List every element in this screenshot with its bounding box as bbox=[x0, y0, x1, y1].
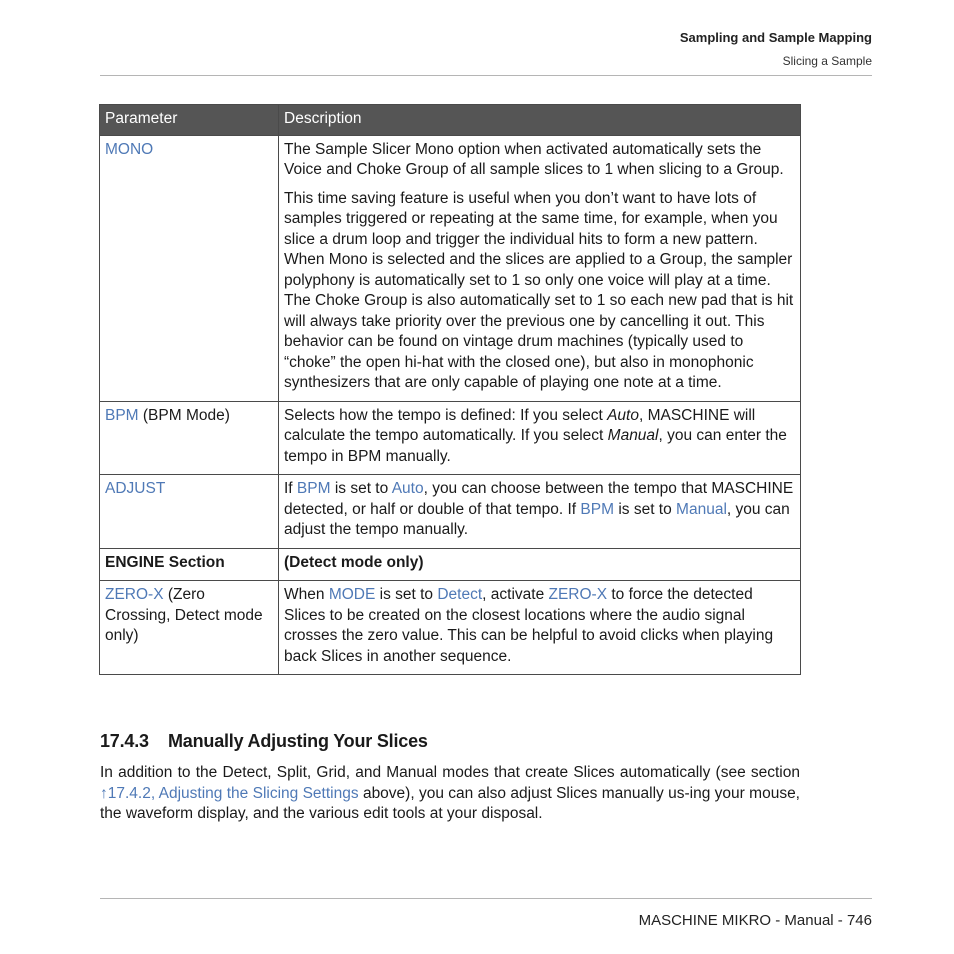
param-adjust: ADJUST bbox=[105, 480, 166, 497]
section-heading bbox=[100, 731, 428, 752]
column-header-parameter: Parameter bbox=[100, 105, 279, 136]
zero-x-kw-zero-x: ZERO-X bbox=[548, 586, 608, 603]
param-cell-zero-x bbox=[100, 581, 279, 675]
section-cross-reference-link[interactable]: ↑17.4.2, Adjusting the Slicing Settings bbox=[100, 784, 359, 802]
zero-x-kw-detect: Detect bbox=[437, 586, 483, 603]
desc-cell-bpm bbox=[279, 401, 801, 475]
param-engine-section: ENGINE Section bbox=[100, 548, 279, 581]
bpm-desc-manual: Manual bbox=[607, 427, 659, 444]
adjust-kw-manual: Manual bbox=[676, 500, 727, 518]
desc-cell-adjust bbox=[279, 475, 801, 549]
bpm-desc-text: Selects how the tempo is defined: If you select bbox=[284, 406, 608, 424]
mono-desc-paragraph-2: This time saving feature is useful when you don’t want to have lots of samples triggered or repeating at the same time, for example, when you slice a drum loop and trigger the individual hits to form a new pattern. When Mono is selected and the slices are applied to a Group, the sampler polyphony is automatically set to 1 so only one voice will play at a time. The Choke Group is also automatically set to 1 so each new pad that is hit will always take priority over the previous one by cancelling it out. This behavior can be found on vintage drum machines (typically used to “choke” the open hi-hat with the closed one), but also in monophonic synthesizers that are only capable of playing one note at a time. bbox=[284, 189, 794, 391]
adjust-kw-bpm: BPM bbox=[580, 500, 615, 518]
adjust-desc-text: , you can adjust the tempo manually. bbox=[284, 500, 790, 538]
zero-x-kw-mode: MODE bbox=[328, 586, 376, 603]
param-bpm: BPM bbox=[105, 406, 139, 424]
running-header-title: Sampling and Sample Mapping bbox=[679, 30, 872, 45]
zero-x-desc-text: to force the detected Slices to be created on the closest locations where the audio signal crosses the zero value. This can be helpful to avoid clicks when playing back Slices in another sequence. bbox=[284, 586, 774, 665]
bpm-desc-text: , MASCHINE will calculate the tempo automatically. If you select bbox=[284, 406, 756, 444]
section-number: 17.4.3 bbox=[100, 731, 149, 751]
adjust-kw-auto: Auto bbox=[391, 480, 424, 497]
mono-desc-paragraph-1: The Sample Slicer Mono option when activated automatically sets the Voice and Choke Group of all sample slices to 1 when slicing to a Group. bbox=[284, 140, 784, 178]
table-row-zero-x bbox=[100, 581, 801, 675]
bpm-desc-auto: Auto bbox=[607, 406, 639, 424]
table-row-bpm bbox=[100, 401, 801, 475]
desc-engine-section: (Detect mode only) bbox=[279, 548, 801, 581]
table-row-mono bbox=[100, 135, 801, 401]
section-title: Manually Adjusting Your Slices bbox=[168, 731, 428, 751]
zero-x-desc-text: When bbox=[284, 586, 329, 603]
footer-divider bbox=[100, 898, 872, 899]
body-paragraph bbox=[100, 763, 800, 825]
table-row-adjust bbox=[100, 475, 801, 549]
param-bpm-suffix: (BPM Mode) bbox=[138, 406, 230, 424]
adjust-desc-text: is set to bbox=[614, 500, 677, 518]
param-mono: MONO bbox=[105, 140, 154, 158]
param-cell-adjust bbox=[100, 475, 279, 549]
column-header-description: Description bbox=[279, 105, 801, 136]
zero-x-desc-text: is set to bbox=[375, 586, 438, 603]
desc-cell-zero-x bbox=[279, 581, 801, 675]
body-text: above), you can also adjust Slices manually us-ing your mouse, the waveform display, and the various edit tools at your disposal. bbox=[100, 784, 800, 822]
param-cell-mono bbox=[100, 135, 279, 401]
table-row-engine-section bbox=[100, 548, 801, 581]
running-header-subtitle: Slicing a Sample bbox=[782, 54, 872, 68]
adjust-desc-text: is set to bbox=[330, 480, 392, 497]
param-cell-bpm bbox=[100, 401, 279, 475]
body-text: In addition to the Detect, Split, Grid, and Manual modes that create Slices automatically (see section bbox=[100, 764, 800, 781]
param-zero-x-suffix: (Zero Crossing, Detect mode only) bbox=[105, 586, 263, 644]
header-divider bbox=[100, 75, 872, 76]
page-footer: MASCHINE MIKRO - Manual - 746 bbox=[638, 912, 872, 929]
zero-x-desc-text: , activate bbox=[482, 586, 549, 603]
bpm-desc-text: , you can enter the tempo in BPM manually. bbox=[284, 427, 787, 465]
adjust-desc-text: If bbox=[284, 480, 297, 497]
table-header-row bbox=[100, 105, 801, 136]
adjust-kw-bpm: BPM bbox=[296, 480, 331, 497]
param-zero-x: ZERO-X bbox=[105, 586, 164, 603]
parameter-table bbox=[99, 104, 801, 675]
adjust-desc-text: , you can choose between the tempo that MASCHINE detected, or half or double of that tempo. If bbox=[284, 480, 794, 518]
desc-cell-mono bbox=[279, 135, 801, 401]
